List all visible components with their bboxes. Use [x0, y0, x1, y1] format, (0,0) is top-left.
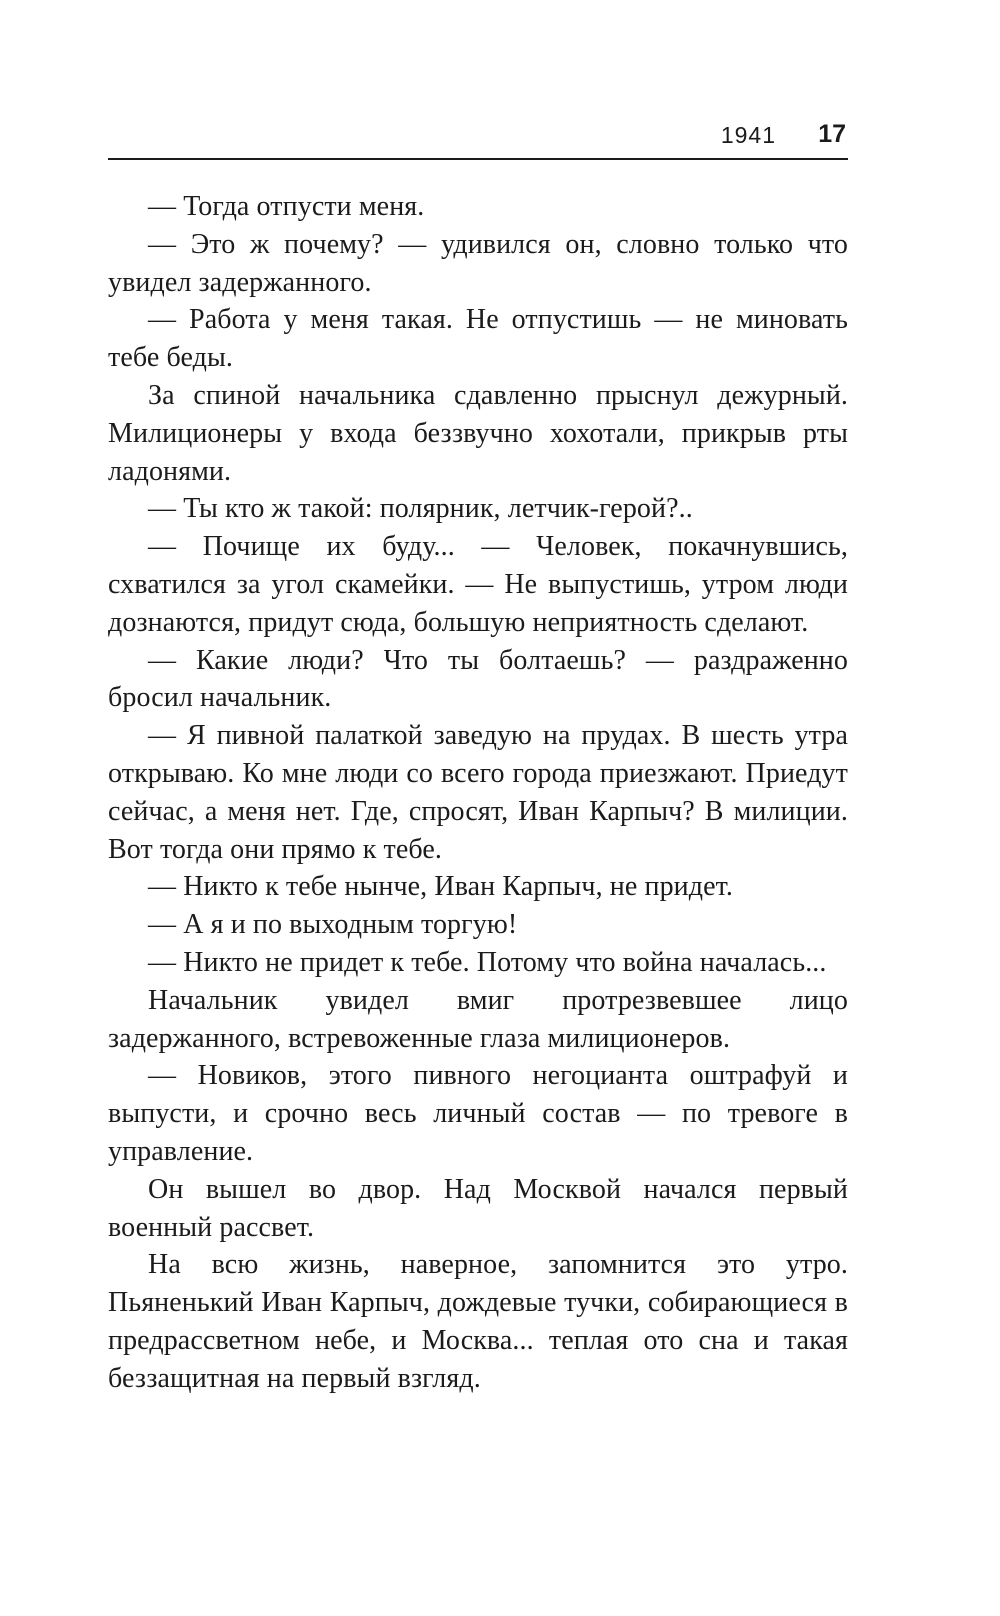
paragraph: Начальник увидел вмиг протрезвевшее лицо задержанного, встревоженные глаза милиционеров. [108, 984, 848, 1054]
paragraph: — Какие люди? Что ты болтаешь? — раздраженно бросил начальник. [108, 644, 848, 714]
paragraph: — Тогда отпусти меня. [148, 191, 425, 222]
running-title: 1941 [720, 122, 776, 148]
paragraph: — Это ж почему? — удивился он, словно только что увидел задержанного. [108, 228, 848, 298]
paragraph: На всю жизнь, наверное, запомнится это утро. Пьяненький Иван Карпыч, дождевые тучки, собирающиеся в предрассветном небе, и Москва... теплая ото сна и такая беззащитная на первый взгляд. [108, 1249, 848, 1394]
paragraph: За спиной начальника сдавленно прыснул дежурный. Милиционеры у входа беззвучно хохотали, прикрыв рты ладонями. [108, 379, 848, 487]
paragraph: — Почище их буду... — Человек, покачнувшись, схватился за угол скамейки. — Не выпустишь, утром люди дознаются, придут сюда, большую неприятность сделают. [108, 531, 848, 638]
page-number: 17 [818, 120, 846, 148]
paragraph: — Я пивной палаткой заведую на прудах. В шесть утра открываю. Ко мне люди со всего города приезжают. Приедут сейчас, а меня нет. Где, спросят, Иван Карпыч? В милиции. Вот тогда они прямо к тебе. [108, 720, 848, 865]
paragraph: — Ты кто ж такой: полярник, летчик-герой?.. [148, 493, 693, 525]
paragraph: — Никто к тебе нынче, Иван Карпыч, не придет. [148, 871, 733, 903]
text-body [108, 188, 848, 1398]
paragraph: — Работа у меня такая. Не отпустишь — не миновать тебе беды. [108, 304, 848, 374]
paragraph: Он вышел во двор. Над Москвой начался первый военный рассвет. [108, 1173, 848, 1243]
page-header [108, 118, 848, 160]
paragraph: — Новиков, этого пивного негоцианта оштрафуй и выпусти, и срочно весь личный состав — по тревоге в управление. [108, 1060, 848, 1167]
paragraph: — Никто не придет к тебе. Потому что война началась... [148, 946, 827, 978]
paragraph: — А я и по выходным торгую! [148, 909, 518, 941]
